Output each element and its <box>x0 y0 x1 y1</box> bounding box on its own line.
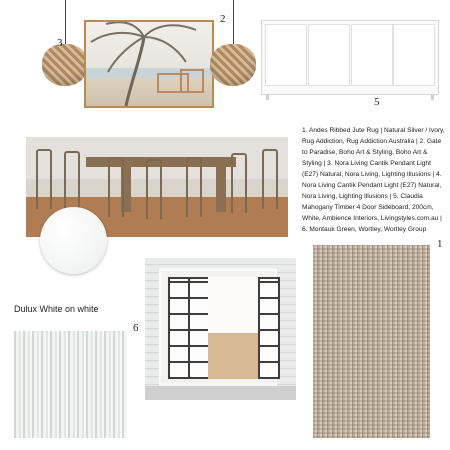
fabric-swatch <box>14 331 127 438</box>
artwork-gate-to-paradise <box>84 20 214 108</box>
paint-swatch <box>40 207 107 274</box>
product-list: 1. Andes Ribbed Jute Rug | Natural Silver / Ivory, Rug Addiction, Rug Addiction Australia | 2. Gate to Paradise, Boho Art & Styling, Boho Art & Styling | 3. Nora Living Cantik Pendant Light (E27) Natural, Nora Living, Lighting Illusions | 4. Nora Living Cantik Pendant Light (E27) Natural, Nora Living, Lighting Illusions | 5. Claudia Mahogany Timber 4 Door Sideboard, 200cm, White, Ambience Interiors, Livingstyles.com.au | 6. Montauk Green, Wortley, Wortley Group <box>302 127 445 233</box>
fabric-number: 6 <box>133 322 139 334</box>
artwork-number: 2 <box>220 13 226 25</box>
sideboard-image <box>261 20 439 95</box>
sideboard-number: 5 <box>374 96 380 108</box>
palm-tree-icon <box>86 22 212 106</box>
pendant-number: 3 <box>57 37 63 49</box>
paint-label: Dulux White on white <box>14 304 99 314</box>
french-doors-photo <box>145 258 296 400</box>
rug-number: 1 <box>437 238 443 250</box>
jute-rug-image <box>313 245 430 438</box>
